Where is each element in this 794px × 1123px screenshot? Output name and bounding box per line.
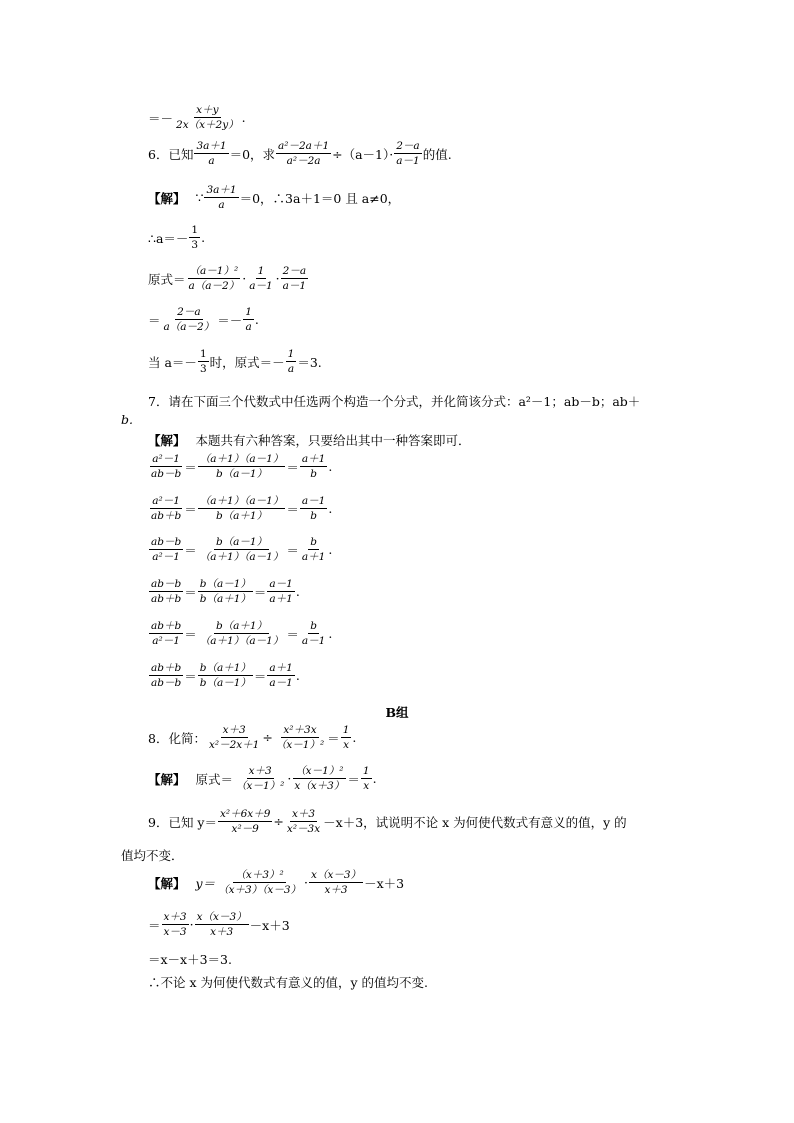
fraction: $\frac{\text{a²－2a＋1}}{\text{a²－2a}}$ <box>278 140 330 168</box>
solution-6-line-1: 【解】 ∵ $\frac{3a+1}{a}$ ＝0，∴3a＋1＝0 且 a≠0， <box>148 184 401 212</box>
fraction: $\frac{\text{x²＋3x}}{\text{（x－1）²}}$ <box>275 724 325 752</box>
solution-7-row: $\frac{ab-b}{ab+b}$ ＝ $\frac{b(a-1)}{b(a+1)}$ ＝ $\frac{a-1}{a+1}$ . <box>151 578 300 606</box>
solution-6-line-3: 原式＝ $\frac{\text{（a－1）²}}{a(a-2)}$ · $\frac{1}{a-1}$ · $\frac{2-a}{a-1}$ <box>148 265 307 293</box>
fraction: $\frac{x+3}{\text{x²－3x}}$ <box>286 808 321 836</box>
fraction: $\frac{\text{（x＋3）²}}{(x+3)(x-3)}$ <box>218 869 302 897</box>
solution-7-row: $\frac{\text{a²－1}}{ab+b}$ ＝ $\frac{(a+1)(a-1)}{b(a+1)}$ ＝ $\frac{a-1}{b}$ . <box>151 495 333 523</box>
fraction: $\frac{\text{a²－1}}{ab+b}$ <box>151 495 182 523</box>
fraction: $\frac{a-1}{a+1}$ <box>269 578 293 606</box>
solution-6-line-4: ＝ $\frac{2-a}{a(a-2)}$ ＝－ $\frac{1}{a}$ . <box>148 306 259 334</box>
fraction: $\frac{x(x-3)}{x+3}$ <box>311 869 362 897</box>
question-7-line-1: 7．请在下面三个代数式中任选两个构造一个分式，并化简该分式：a²－1；ab－b；ab＋ <box>148 394 641 409</box>
solution-9-line-1: 【解】 y＝ $\frac{\text{（x＋3）²}}{(x+3)(x-3)}$ · $\frac{x(x-3)}{x+3}$ －x＋3 <box>148 869 405 897</box>
group-b-title: B组 <box>385 705 409 720</box>
fraction: $\frac{2-a}{a-1}$ <box>396 140 420 168</box>
solution-tag: 【解】 <box>148 771 186 787</box>
fraction: $\frac{b(a+1)}{(a+1)(a-1)}$ <box>199 620 284 648</box>
fraction: $\frac{ab-b}{ab+b}$ <box>151 578 182 606</box>
solution-6-line-2: ∴a＝－ $\frac{1}{3}$ . <box>148 224 206 252</box>
fraction: $\frac{3a+1}{a}$ <box>196 140 227 168</box>
question-7-line-2: b. <box>121 412 133 427</box>
question-9-line-1: 9．已知 y＝ $\frac{\text{x²＋6x＋9}}{\text{x²－9}}$ ÷ $\frac{x+3}{\text{x²－3x}}$ －x＋3，试说明不论 x 为何使代数式有意义的值，y 的 <box>148 808 627 836</box>
fraction: $\frac{\text{（a－1）²}}{a(a-2)}$ <box>188 265 240 293</box>
fraction: $\frac{x+3}{\text{（x－1）²}}$ <box>236 765 285 793</box>
fraction: $\frac{a+1}{b}$ <box>301 453 326 481</box>
fraction: $\frac{2-a}{a(a-2)}$ <box>163 306 215 334</box>
fraction: $\frac{\text{（x－1）²}}{x(x+3)}$ <box>294 765 345 793</box>
fraction: $\frac{\text{x²＋6x＋9}}{\text{x²－9}}$ <box>220 808 271 836</box>
fraction: $\frac{1}{x}$ <box>342 724 350 752</box>
fraction: $\frac{1}{a-1}$ <box>249 265 273 293</box>
fraction: $\frac{ab+b}{ab-b}$ <box>151 662 182 690</box>
fraction: $\frac{1}{a}$ <box>245 306 252 334</box>
solution-9-line-4: ∴不论 x 为何使代数式有意义的值，y 的值均不变. <box>148 975 429 990</box>
fraction: $\frac{a+1}{a-1}$ <box>269 662 293 690</box>
solution-7-row: $\frac{ab+b}{\text{a²－1}}$ ＝ $\frac{b(a+1)}{(a+1)(a-1)}$ ＝ $\frac{b}{a-1}$ . <box>151 620 333 648</box>
fraction: $\frac{ab+b}{\text{a²－1}}$ <box>151 620 182 648</box>
question-6: 6．已知 $\frac{3a+1}{a}$ ＝0，求 $\frac{\text{a²－2a＋1}}{\text{a²－2a}}$ ÷（a－1）· $\frac{2-a}{a-1}$ 的值. <box>148 140 452 168</box>
fraction: $\frac{1}{a}$ <box>287 348 295 376</box>
fraction: $\frac{(a+1)(a-1)}{b(a+1)}$ <box>199 495 284 523</box>
question-8: 8．化简： $\frac{x+3}{\text{x²－2x＋1}}$ ÷ $\frac{\text{x²＋3x}}{\text{（x－1）²}}$ ＝ $\frac{1}{x}$ . <box>148 724 357 752</box>
fraction: $\frac{b(a-1)}{b(a+1)}$ <box>199 578 251 606</box>
fraction: $\frac{(a+1)(a-1)}{b(a-1)}$ <box>199 453 284 481</box>
text: ＝－ <box>148 110 174 126</box>
fraction: $\frac{x(x-3)}{x+3}$ <box>196 911 247 939</box>
solution-8: 【解】 原式＝ $\frac{x+3}{\text{（x－1）²}}$ · $\frac{\text{（x－1）²}}{x(x+3)}$ ＝ $\frac{1}{x}$ . <box>148 765 377 793</box>
fraction: $\frac{ab-b}{\text{a²－1}}$ <box>151 536 182 564</box>
fraction: $\frac{2-a}{a-1}$ <box>282 265 307 293</box>
solution-tag: 【解】 <box>148 875 186 891</box>
solution-9-line-2: ＝ $\frac{x+3}{x-3}$ · $\frac{x(x-3)}{x+3}$ －x＋3 <box>148 911 290 939</box>
solution-9-line-3: ＝x－x＋3＝3. <box>148 952 232 967</box>
fraction: $\frac{1}{3}$ <box>191 224 199 252</box>
fraction: $\frac{a-1}{b}$ <box>301 495 326 523</box>
question-9-line-2: 值均不变． <box>121 848 184 863</box>
fraction: $\frac{1}{3}$ <box>199 348 207 376</box>
line-0: ＝－ $\frac{x+y}{2x(x+2y)}$ . <box>148 104 246 132</box>
fraction: $\frac{3a+1}{a}$ <box>206 184 237 212</box>
solution-7-row: $\frac{ab-b}{\text{a²－1}}$ ＝ $\frac{b(a-1)}{(a+1)(a-1)}$ ＝ $\frac{b}{a+1}$ . <box>151 536 333 564</box>
fraction: $\frac{1}{x}$ <box>362 765 370 793</box>
solution-7-row: $\frac{ab+b}{ab-b}$ ＝ $\frac{b(a+1)}{b(a-1)}$ ＝ $\frac{a+1}{a-1}$ . <box>151 662 300 690</box>
fraction: $\frac{b(a-1)}{(a+1)(a-1)}$ <box>199 536 284 564</box>
fraction: $\frac{x+y}{2x(x+2y)}$ <box>176 104 239 132</box>
solution-7-row: $\frac{\text{a²－1}}{ab-b}$ ＝ $\frac{(a+1)(a-1)}{b(a-1)}$ ＝ $\frac{a+1}{b}$ . <box>151 453 333 481</box>
fraction: $\frac{b}{a+1}$ <box>301 536 326 564</box>
fraction: $\frac{b(a+1)}{b(a-1)}$ <box>199 662 251 690</box>
fraction: $\frac{\text{a²－1}}{ab-b}$ <box>151 453 182 481</box>
solution-tag: 【解】 <box>148 433 186 448</box>
solution-7-intro: 【解】 本题共有六种答案，只要给出其中一种答案即可． <box>148 433 471 448</box>
fraction: $\frac{x+3}{x-3}$ <box>163 911 187 939</box>
solution-tag: 【解】 <box>148 190 186 206</box>
fraction: $\frac{b}{a-1}$ <box>301 620 326 648</box>
fraction: $\frac{x+3}{\text{x²－2x＋1}}$ <box>208 724 260 752</box>
solution-6-line-5: 当 a＝－ $\frac{1}{3}$ 时，原式＝－ $\frac{1}{a}$ ＝3. <box>148 348 322 376</box>
